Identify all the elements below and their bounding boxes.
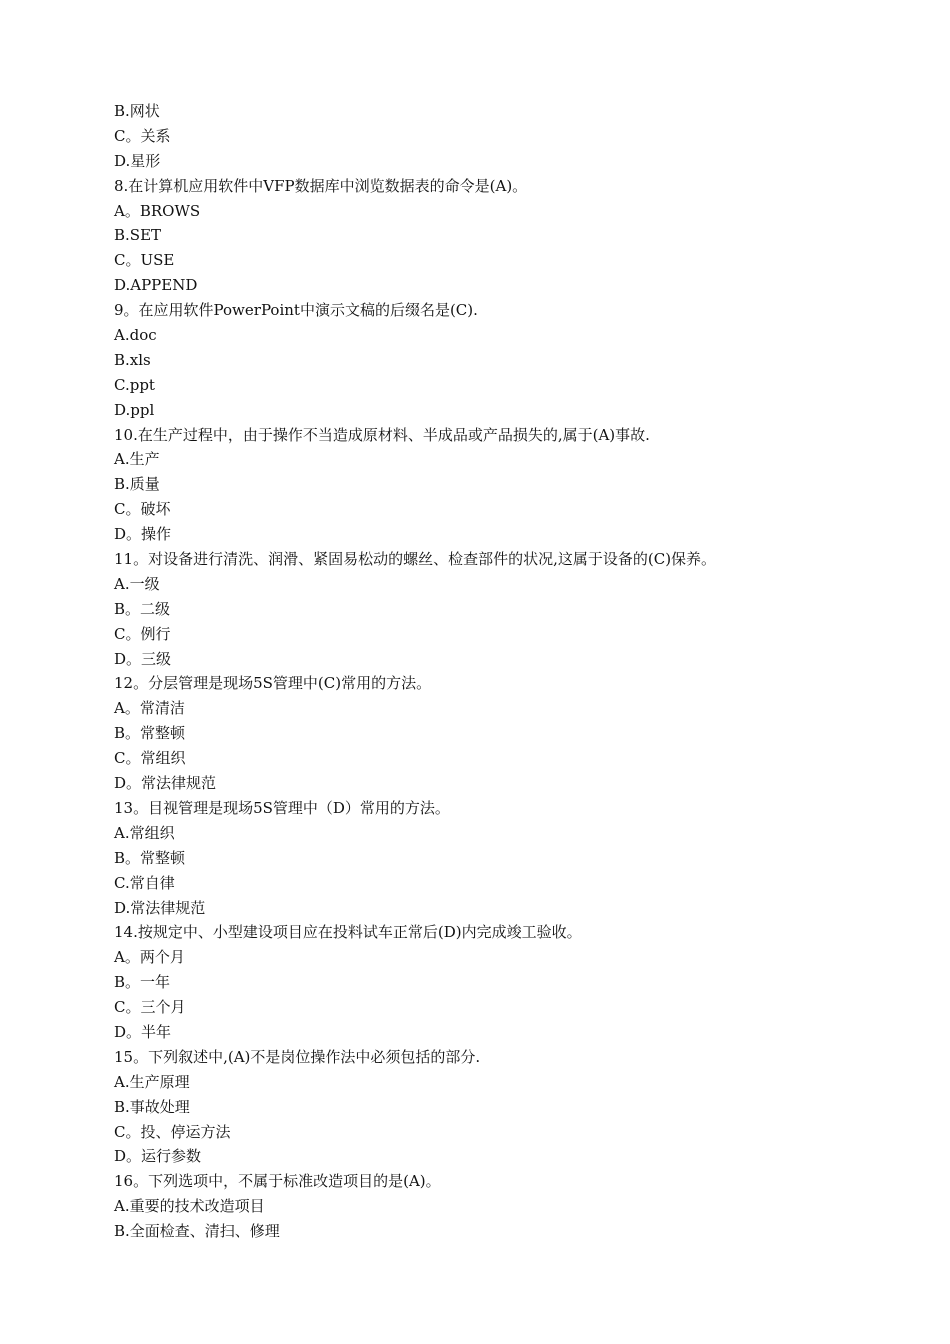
option-line: D。常法律规范: [114, 774, 217, 793]
option-line: B.xls: [114, 350, 151, 369]
question-line: 12。分层管理是现场5S管理中(C)常用的方法。: [114, 674, 432, 693]
option-line: D。操作: [114, 525, 172, 544]
option-line: B.质量: [114, 475, 160, 494]
option-line: B.全面检查、清扫、修理: [114, 1222, 280, 1241]
option-line: D.ppl: [114, 400, 155, 419]
option-line: C。常组织: [114, 749, 186, 768]
option-line: A.常组织: [114, 823, 175, 842]
option-line: D.星形: [114, 151, 161, 170]
question-line: 14.按规定中、小型建设项目应在投料试车正常后(D)内完成竣工验收。: [114, 923, 582, 942]
option-line: A。BROWS: [114, 201, 201, 220]
question-line: 11。对设备进行清洗、润滑、紧固易松动的螺丝、检查部件的状况,这属于设备的(C)保养。: [114, 550, 717, 569]
question-line: 13。目视管理是现场5S管理中（D）常用的方法。: [114, 798, 450, 817]
document-body: [114, 99, 914, 1244]
option-line: B.SET: [114, 226, 162, 245]
option-line: A。两个月: [114, 948, 185, 967]
option-line: D.APPEND: [114, 276, 198, 295]
question-line: 15。下列叙述中,(A)不是岗位操作法中必须包括的部分.: [114, 1047, 481, 1066]
option-line: A。常清洁: [114, 699, 185, 718]
question-line: 16。下列选项中，不属于标准改造项目的是(A)。: [114, 1172, 441, 1191]
option-line: C。三个月: [114, 998, 186, 1017]
option-line: B。常整顿: [114, 848, 186, 867]
option-line: A.生产原理: [114, 1072, 190, 1091]
option-line: A.生产: [114, 450, 160, 469]
option-line: C.ppt: [114, 375, 155, 394]
option-line: B.网状: [114, 102, 160, 120]
option-line: B.事故处理: [114, 1097, 190, 1116]
option-line: A.一级: [114, 574, 160, 593]
option-line: A.重要的技术改造项目: [114, 1197, 265, 1216]
option-line: C。关系: [114, 126, 171, 145]
question-line: 9。在应用软件PowerPoint中演示文稿的后缀名是(C).: [114, 301, 478, 320]
option-line: B。一年: [114, 973, 171, 992]
question-line: 10.在生产过程中，由于操作不当造成原材料、半成品或产品损失的,属于(A)事故.: [114, 425, 650, 444]
option-line: B。二级: [114, 599, 171, 618]
option-line: C。投、停运方法: [114, 1122, 231, 1141]
option-line: A.doc: [114, 326, 157, 345]
option-line: C。例行: [114, 624, 171, 643]
option-line: B。常整顿: [114, 724, 186, 743]
option-line: D。运行参数: [114, 1147, 202, 1166]
option-line: C.常自律: [114, 873, 175, 892]
question-line: 8.在计算机应用软件中VFP数据库中浏览数据表的命令是(A)。: [114, 176, 528, 195]
option-line: D。半年: [114, 1022, 172, 1041]
option-line: C。USE: [114, 251, 175, 270]
option-line: D。三级: [114, 649, 172, 668]
option-line: D.常法律规范: [114, 898, 206, 917]
option-line: C。破坏: [114, 500, 171, 519]
